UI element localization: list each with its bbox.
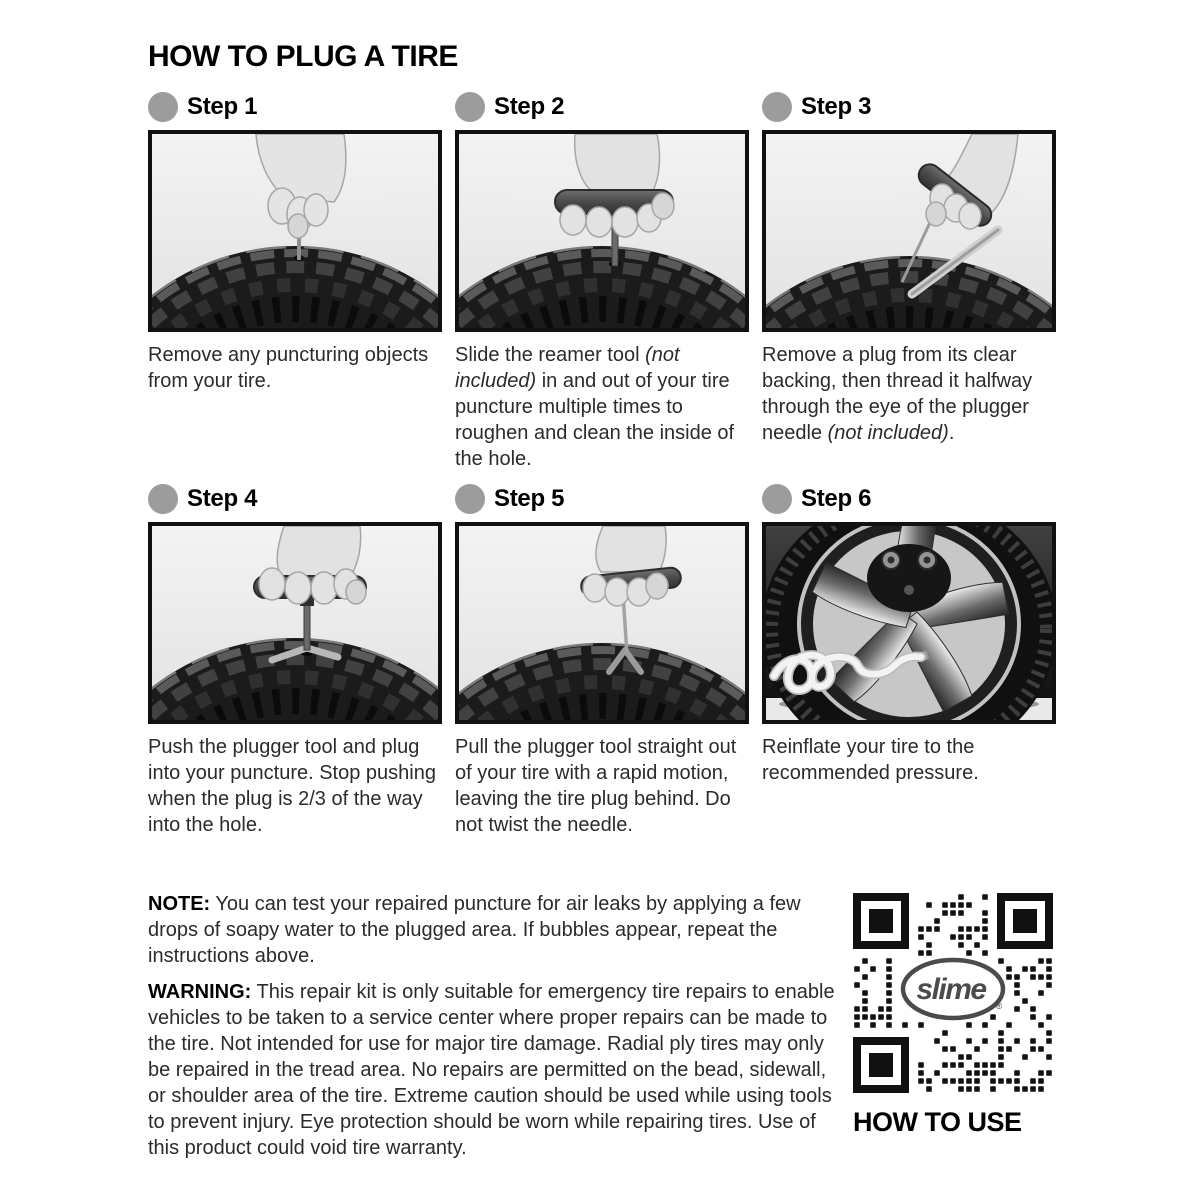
step-4-photo — [148, 522, 442, 724]
step-3-text: Remove a plug from its clear backing, then thread it halfway through the eye of the plugger needle — [762, 344, 1033, 444]
step-3-label: Step 3 — [801, 93, 872, 120]
step-2-header — [455, 88, 749, 126]
step-1-header — [148, 88, 442, 126]
step-3-header — [762, 88, 1056, 126]
step-bullet-icon — [455, 484, 485, 514]
step-1-caption — [148, 342, 442, 394]
step-3-caption — [762, 342, 1056, 446]
qr-caption: HOW TO USE — [853, 1107, 1022, 1137]
step-bullet-icon — [148, 92, 178, 122]
note-text: You can test your repaired puncture for air leaks by applying a few drops of soapy water to the plugged area. If bubbles appear, repeat the instructions above. — [148, 893, 801, 967]
step-1-photo — [148, 130, 442, 332]
page-title: HOW TO PLUG A TIRE — [148, 40, 458, 73]
step-bullet-icon — [762, 484, 792, 514]
notes-section — [148, 891, 840, 1171]
step-5-label: Step 5 — [494, 485, 565, 512]
step-card-6 — [762, 480, 1056, 838]
step-2-photo — [455, 130, 749, 332]
slime-logo-reg: ® — [995, 1001, 1003, 1011]
slime-logo — [903, 960, 1003, 1018]
step-4-caption — [148, 734, 442, 838]
step-2-caption — [455, 342, 749, 472]
step-6-header — [762, 480, 1056, 518]
hub-cap — [867, 544, 951, 612]
step-1-label: Step 1 — [187, 93, 258, 120]
step-2-label: Step 2 — [494, 93, 565, 120]
step-6-text: Reinflate your tire to the recommended pressure. — [762, 736, 979, 784]
slime-logo-text: slime — [916, 973, 986, 1006]
note-paragraph — [148, 891, 840, 969]
step-card-2 — [455, 88, 749, 480]
step-2-text-post: in and out of your tire puncture multiple times to roughen and clean the inside of the hole. — [455, 370, 735, 470]
step-5-text: Pull the plugger tool straight out of your tire with a rapid motion, leaving the tire plug behind. Do not twist the needle. — [455, 736, 737, 836]
step-2-text-italic: (not included) — [455, 344, 680, 392]
step-3-photo — [762, 130, 1056, 332]
step-bullet-icon — [148, 484, 178, 514]
step-5-photo — [455, 522, 749, 724]
step-bullet-icon — [455, 92, 485, 122]
step-5-header — [455, 480, 749, 518]
steps-grid — [148, 88, 1056, 838]
warning-text: This repair kit is only suitable for emergency tire repairs to enable vehicles to be taken to a service center where proper repairs can be made to the tire. Not intended for use for major tire damage. Radial ply tires may only be repaired in the tread area. No repairs are permitted on the bead, sidewall, or shoulder area of the tire. Extreme caution should be used while using tools to prevent injury. Eye protection should be worn while repairing tires. Use of this product could void tire warranty. — [148, 981, 835, 1159]
warning-paragraph — [148, 979, 840, 1161]
qr-block — [853, 893, 1093, 1138]
step-6-label: Step 6 — [801, 485, 872, 512]
step-card-4 — [148, 480, 442, 838]
step-card-3 — [762, 88, 1056, 480]
step-4-header — [148, 480, 442, 518]
note-label: NOTE: — [148, 893, 211, 915]
step-card-5 — [455, 480, 749, 838]
step-2-text: Slide the reamer tool — [455, 344, 646, 366]
step-card-1 — [148, 88, 442, 480]
step-1-text: Remove any puncturing objects from your tire. — [148, 344, 429, 392]
step-bullet-icon — [762, 92, 792, 122]
step-3-text-italic: (not included) — [827, 422, 949, 444]
step-3-text-post: . — [948, 422, 955, 444]
qr-code — [853, 893, 1053, 1093]
step-5-caption — [455, 734, 749, 838]
step-4-label: Step 4 — [187, 485, 258, 512]
warning-label: WARNING: — [148, 981, 252, 1003]
step-6-photo — [762, 522, 1056, 724]
step-4-text: Push the plugger tool and plug into your puncture. Stop pushing when the plug is 2/3 of the way into the hole. — [148, 736, 436, 836]
step-6-caption — [762, 734, 1056, 786]
